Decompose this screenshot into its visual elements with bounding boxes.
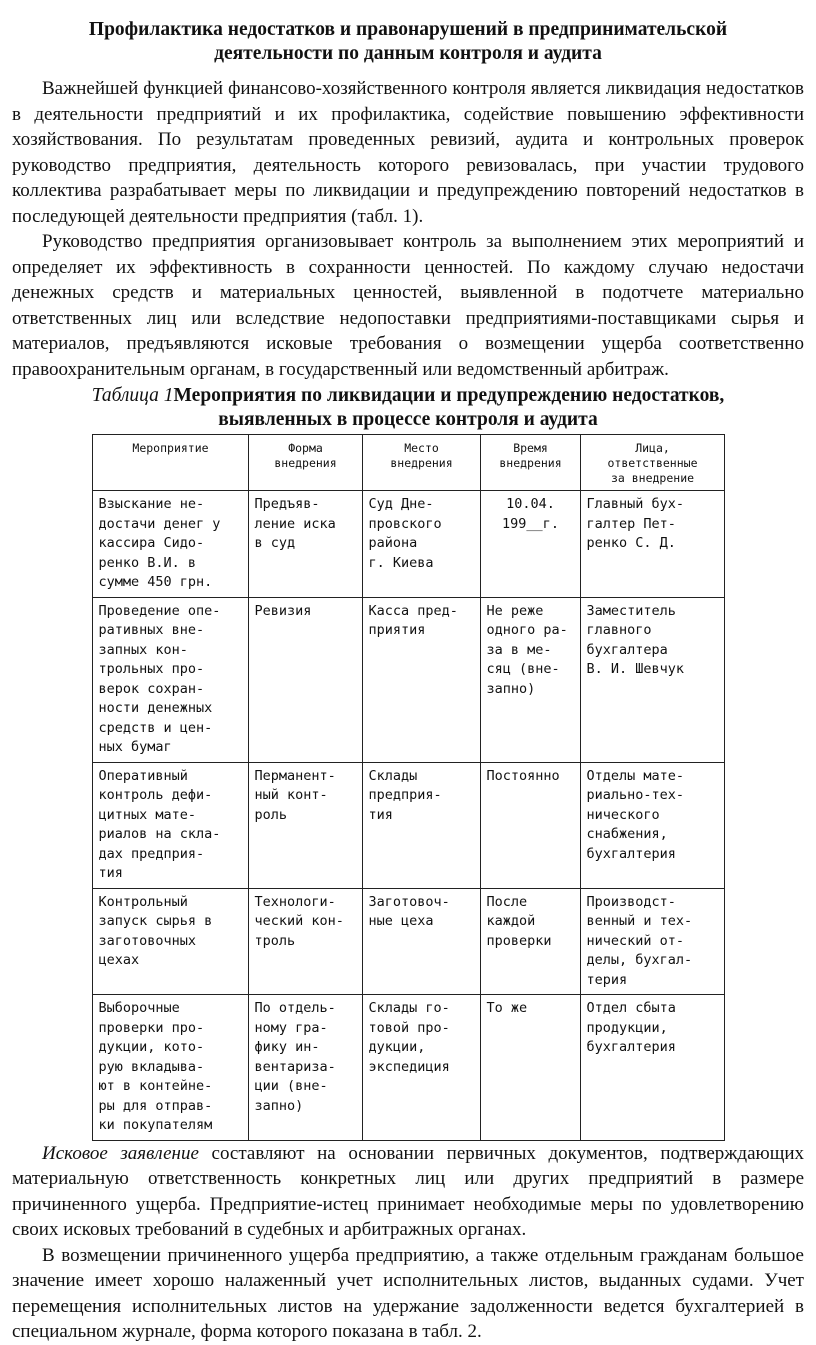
table-header-cell: Форма внедрения xyxy=(248,435,362,491)
caption-line-1 xyxy=(12,384,804,408)
table-cell: Склады предприя- тия xyxy=(362,762,480,888)
table-cell: Отделы мате- риально-тех- нического снабжения, бухгалтерия xyxy=(580,762,724,888)
table-title-line-2: выявленных в процессе контроля и аудита xyxy=(218,409,598,430)
document-title xyxy=(12,18,804,66)
title-line-1: Профилактика недостатков и правонарушений в предпринимательской xyxy=(88,19,728,40)
table-cell: Не реже одного ра- за в ме- сяц (вне- запно) xyxy=(480,597,580,762)
table-header-cell: Лица, ответственные за внедрение xyxy=(580,435,724,491)
table-cell: Заготовоч- ные цеха xyxy=(362,888,480,995)
table-cell: Взыскание не- достачи денег у кассира Сидо- ренко В.И. в сумме 450 грн. xyxy=(92,491,248,598)
table-cell: По отдель- ному гра- фику ин- вентариза- ции (вне- запно) xyxy=(248,995,362,1141)
table-cell: Выборочные проверки про- дукции, кото- рую вкладыва- ют в контейне- ры для отправ- ки покупателям xyxy=(92,995,248,1141)
table-label: Таблица 1 xyxy=(91,385,174,406)
table-row xyxy=(92,597,724,762)
paragraph-3 xyxy=(12,1141,804,1243)
table-cell: 10.04. 199__г. xyxy=(480,491,580,598)
title-line-2: деятельности по данным контроля и аудита xyxy=(214,43,602,64)
table-cell: Контрольный запуск сырья в заготовочных цехах xyxy=(92,888,248,995)
table-header-cell: Мероприятие xyxy=(92,435,248,491)
table-row xyxy=(92,888,724,995)
table-header-row xyxy=(92,435,724,491)
table-cell: Касса пред- приятия xyxy=(362,597,480,762)
table-cell: Склады го- товой про- дукции, экспедиция xyxy=(362,995,480,1141)
measures-table xyxy=(92,434,725,1141)
table-caption xyxy=(12,384,804,432)
table-cell: Заместитель главного бухгалтера В. И. Шевчук xyxy=(580,597,724,762)
table-cell: Суд Дне- провского района г. Киева xyxy=(362,491,480,598)
table-cell: Постоянно xyxy=(480,762,580,888)
paragraph-3-emphasis: Исковое заявление xyxy=(42,1142,199,1164)
table-cell: Ревизия xyxy=(248,597,362,762)
table-row xyxy=(92,491,724,598)
table-cell: Отдел сбыта продукции, бухгалтерия xyxy=(580,995,724,1141)
table-cell: Производст- венный и тех- нический от- делы, бухгал- терия xyxy=(580,888,724,995)
table-cell: Предъяв- ление иска в суд xyxy=(248,491,362,598)
paragraph-3-text: составляют на основании первичных документов, подтверждающих материальную ответственность конкретных лиц или других предприятий в размере причиненного ущерба. Предприятие-истец принимает необходимые меры по удовлетворению своих исковых требований в судебных и арбитражных органах. xyxy=(12,1142,804,1240)
table-cell: Оперативный контроль дефи- цитных мате- риалов на скла- дах предприя- тия xyxy=(92,762,248,888)
table-row xyxy=(92,762,724,888)
table-body xyxy=(92,491,724,1141)
table-row xyxy=(92,995,724,1141)
paragraph-1: Важнейшей функцией финансово-хозяйственного контроля является ликвидация недостатков в деятельности предприятий и их профилактика, содействие повышению эффективности хозяйствования. По результатам проведенных ревизий, аудита и контрольных проверок руководство предприятия, деятельность которого ревизовалась, при участии трудового коллектива разрабатывает меры по ликвидации и предупреждению повторений недостатков в последующей деятельности предприятия (табл. 1). xyxy=(12,78,804,227)
table-cell: Технологи- ческий кон- троль xyxy=(248,888,362,995)
table-cell: Проведение опе- ративных вне- запных кон- трольных про- верок сохран- ности денежных средств и цен- ных бумаг xyxy=(92,597,248,762)
table-cell: Перманент- ный конт- роль xyxy=(248,762,362,888)
table-cell: После каждой проверки xyxy=(480,888,580,995)
table-cell: Главный бух- галтер Пет- ренко С. Д. xyxy=(580,491,724,598)
table-title-line-1: Мероприятия по ликвидации и предупреждению недостатков, xyxy=(173,385,725,406)
table-cell: То же xyxy=(480,995,580,1141)
paragraph-2: Руководство предприятия организовывает контроль за выполнением этих мероприятий и определяет их эффективность в сохранности ценностей. По каждому случаю недостачи денежных средств и материальных ценностей, выявленной в подотчете материально ответственных лиц или вследствие недопоставки предприятиями-поставщиками сырья и материалов, предъявляются исковые требования о возмещении ущерба соответственно правоохранительным органам, в государственный или ведомственный арбитраж. xyxy=(12,231,804,380)
table-header-cell: Место внедрения xyxy=(362,435,480,491)
table-header-cell: Время внедрения xyxy=(480,435,580,491)
paragraph-4: В возмещении причиненного ущерба предприятию, а также отдельным гражданам большое значение имеет хорошо налаженный учет исполнительных листов, выданных судами. Учет перемещения исполнительных листов на удержание задолженности ведется бухгалтерией в специальном журнале, форма которого показана в табл. 2. xyxy=(12,1244,804,1342)
